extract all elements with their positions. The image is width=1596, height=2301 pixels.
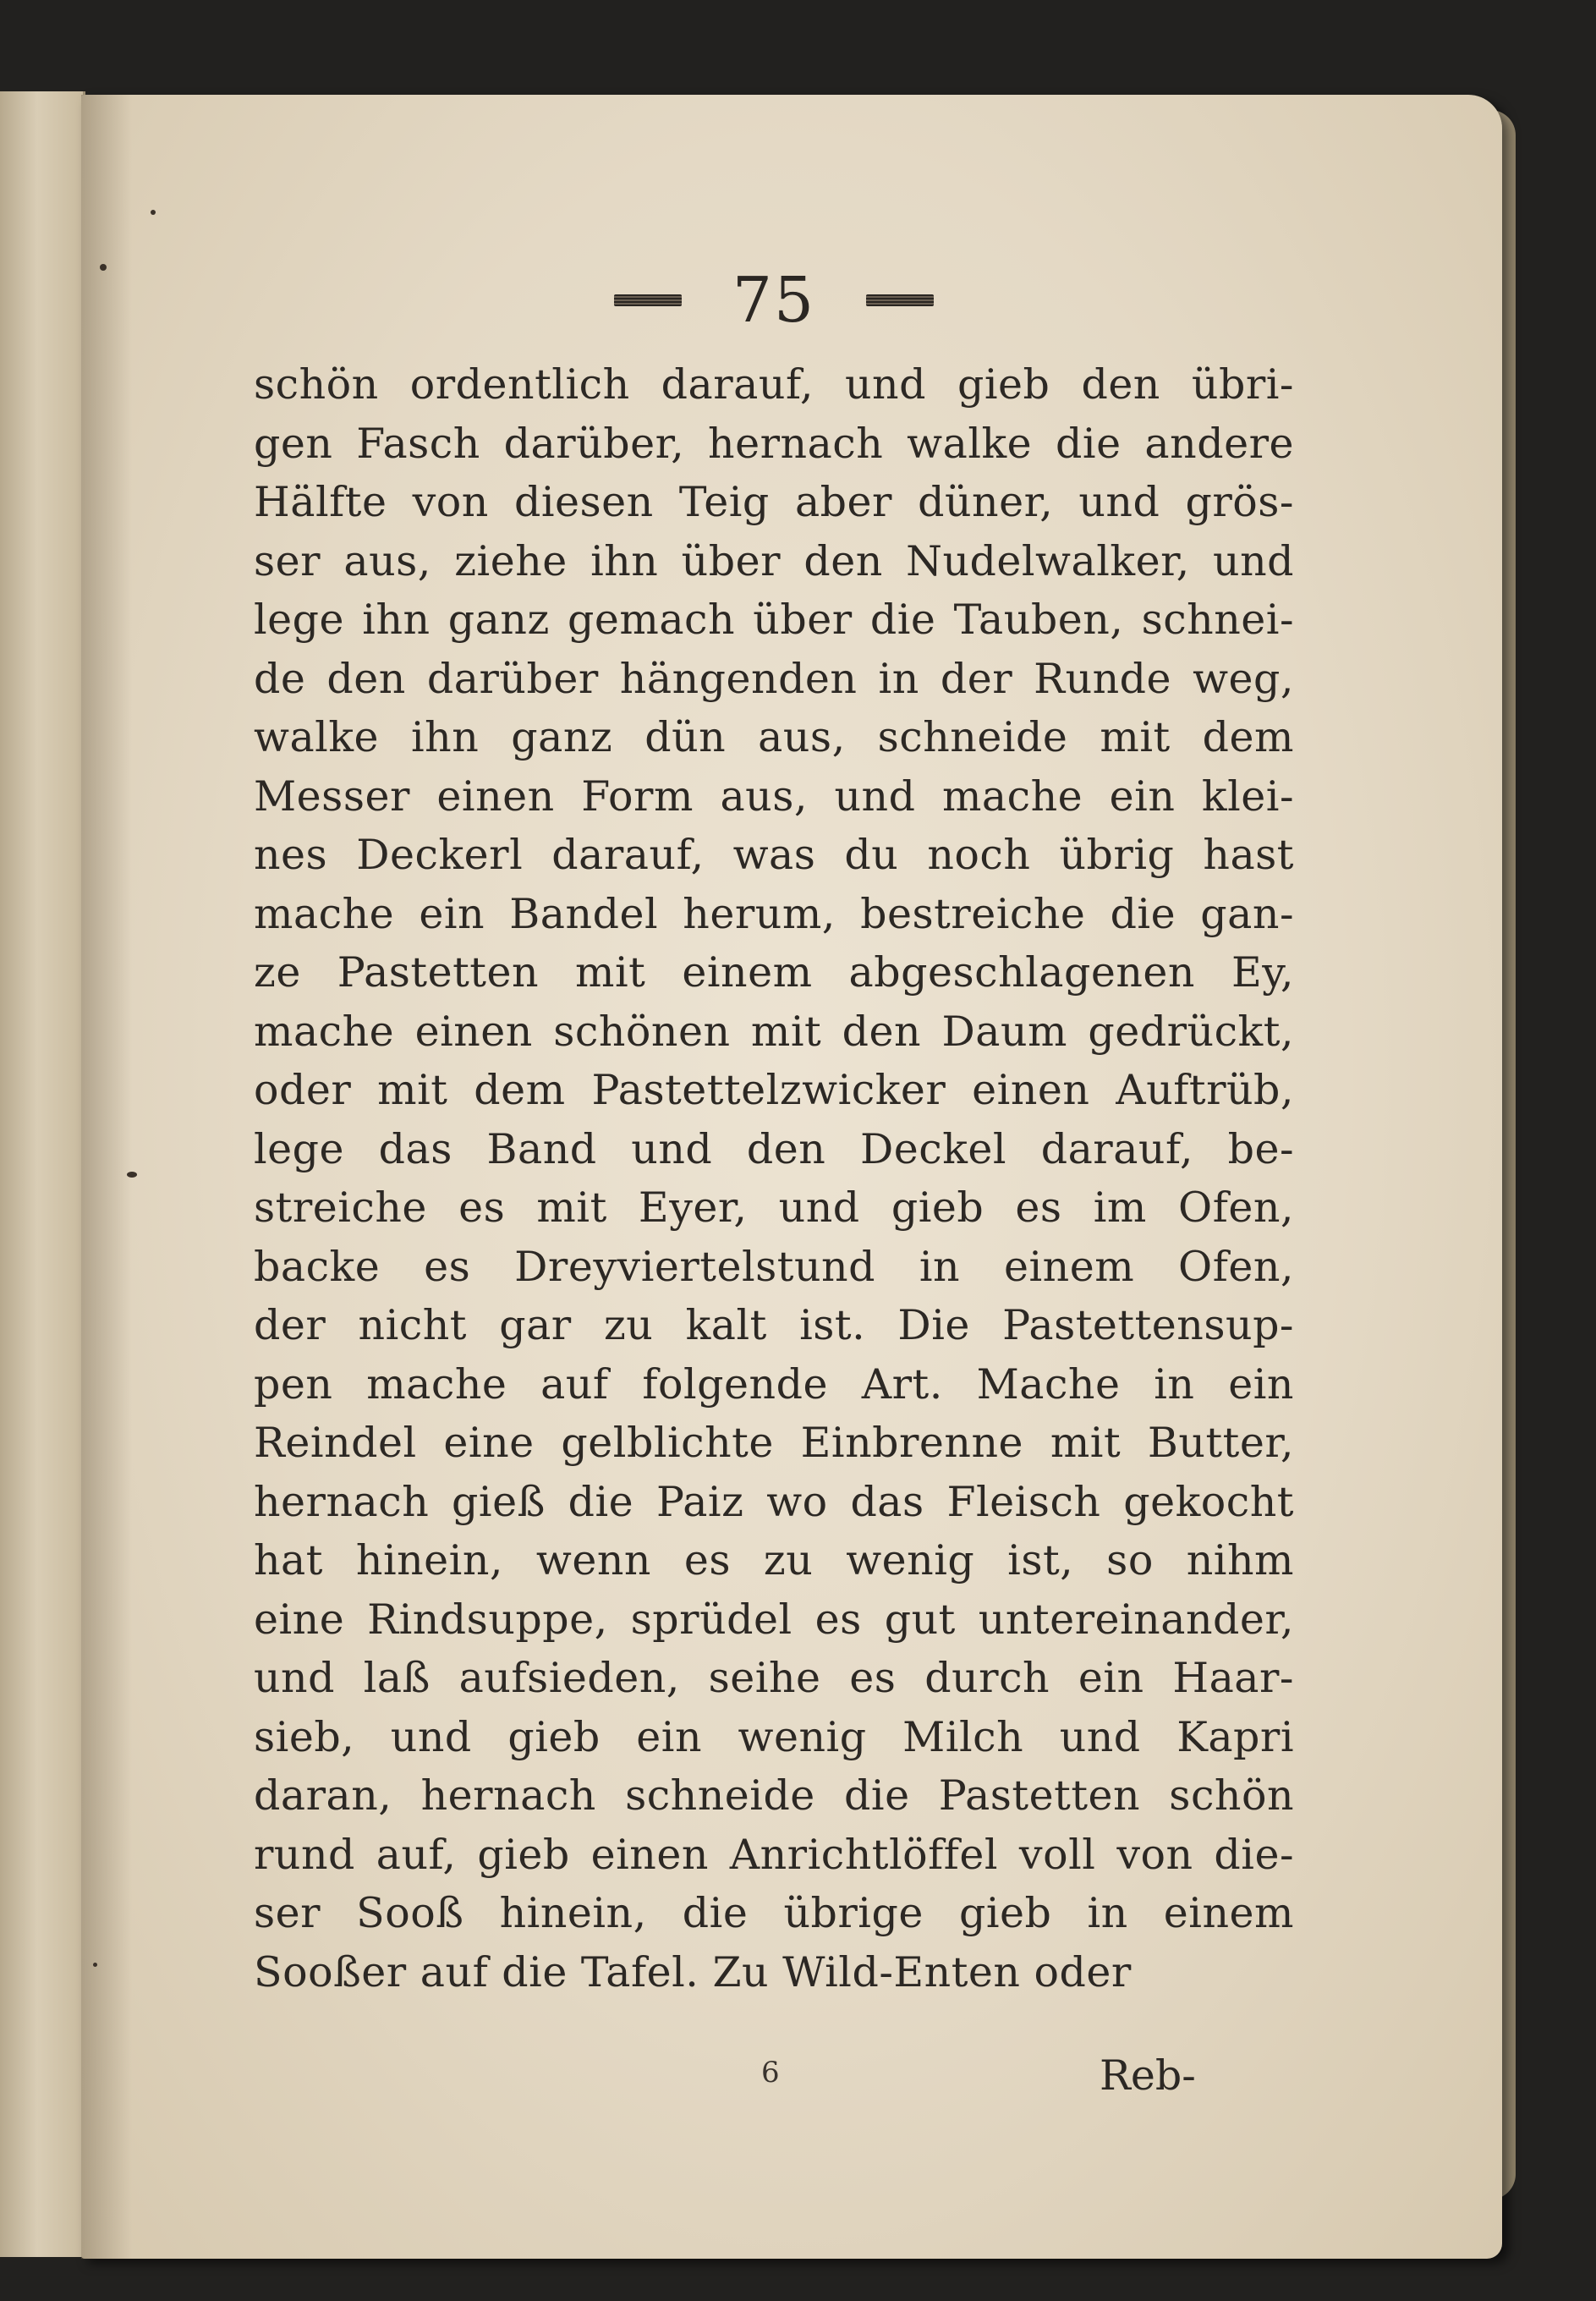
text-line: pen mache auf folgende Art. Mache in ein — [254, 1359, 1294, 1409]
text-line: gen Fasch darüber, hernach walke die andere — [254, 419, 1294, 468]
text-line: mache einen schönen mit den Daum gedrückt, — [254, 1007, 1294, 1056]
text-line: rund auf, gieb einen Anrichtlöffel voll von die- — [254, 1830, 1294, 1879]
ink-speck — [151, 210, 156, 215]
text-line: nes Deckerl darauf, was du noch übrig hast — [254, 831, 1294, 879]
text-line: ser Sooß hinein, die übrige gieb in einem — [254, 1889, 1294, 1937]
gutter-shadow — [81, 95, 132, 2259]
text-line: lege ihn ganz gemach über die Tauben, schnei- — [254, 596, 1294, 644]
text-line: Reindel eine gelblichte Einbrenne mit Butter, — [254, 1419, 1294, 1467]
signature-mark: 6 — [761, 2056, 780, 2090]
text-line: und laß aufsieden, seihe es durch ein Haar- — [254, 1654, 1294, 1702]
text-line: walke ihn ganz dün aus, schneide mit dem — [254, 713, 1294, 761]
ink-speck — [100, 264, 107, 271]
text-line: lege das Band und den Deckel darauf, be- — [254, 1124, 1294, 1173]
text-line: Hälfte von diesen Teig aber düner, und grös- — [254, 478, 1294, 526]
text-line: Sooßer auf die Tafel. Zu Wild-Enten oder — [254, 1947, 1132, 1996]
page-header — [592, 254, 956, 347]
text-line: Messer einen Form aus, und mache ein klei- — [254, 772, 1294, 821]
text-line: hernach gieß die Paiz wo das Fleisch gekocht — [254, 1477, 1294, 1526]
page-number: 75 — [732, 264, 816, 337]
body-text — [254, 355, 1294, 2047]
text-line: oder mit dem Pastettelzwicker einen Auftrüb, — [254, 1066, 1294, 1114]
header-rule-left — [614, 294, 682, 306]
ink-speck — [93, 1963, 97, 1967]
header-rule-right — [866, 294, 934, 306]
text-line: de den darüber hängenden in der Runde weg, — [254, 654, 1294, 703]
text-line: sieb, und gieb ein wenig Milch und Kapri — [254, 1712, 1294, 1761]
ink-speck — [127, 1172, 137, 1178]
text-line: mache ein Bandel herum, bestreiche die gan- — [254, 889, 1294, 938]
text-line: eine Rindsuppe, sprüdel es gut untereinander, — [254, 1595, 1294, 1644]
text-line: backe es Dreyviertelstund in einem Ofen, — [254, 1242, 1294, 1291]
text-line: daran, hernach schneide die Pastetten schön — [254, 1771, 1294, 1820]
text-line: ze Pastetten mit einem abgeschlagenen Ey, — [254, 948, 1294, 997]
text-line: hat hinein, wenn es zu wenig ist, so nihm — [254, 1536, 1294, 1584]
text-line: streiche es mit Eyer, und gieb es im Ofen, — [254, 1183, 1294, 1232]
text-line: schön ordentlich darauf, und gieb den übri- — [254, 360, 1294, 409]
catchword: Reb- — [1100, 2051, 1196, 2100]
left-page-edge — [0, 91, 85, 2257]
text-line: der nicht gar zu kalt ist. Die Pastettensup- — [254, 1301, 1294, 1349]
text-line: ser aus, ziehe ihn über den Nudelwalker, und — [254, 536, 1294, 585]
